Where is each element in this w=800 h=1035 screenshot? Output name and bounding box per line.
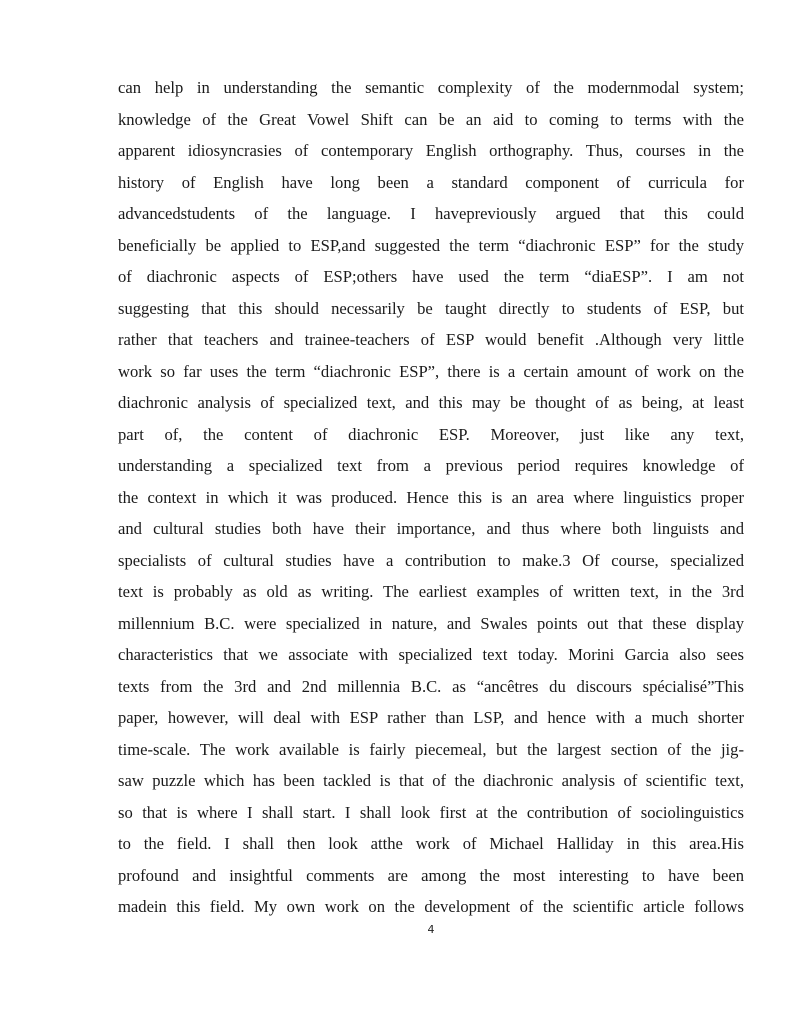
text-line: profound and insightful comments are among the most interesting to have been bbox=[118, 865, 744, 885]
text-line: beneficially be applied to ESP,and suggested the term “diachronic ESP” for the study bbox=[118, 235, 744, 255]
text-line: of diachronic aspects of ESP;others have used the term “diaESP”. I am not bbox=[118, 267, 744, 286]
text-line: knowledge of the Great Vowel Shift can be an aid to coming to terms with the bbox=[118, 109, 744, 129]
text-line: apparent idiosyncrasies of contemporary English orthography. Thus, courses in the bbox=[118, 141, 744, 160]
text-line: history of English have long been a standard component of curricula for bbox=[118, 172, 744, 192]
text-line: madein this field. My own work on the development of the scientific article follows bbox=[118, 897, 744, 916]
text-line: saw puzzle which has been tackled is that of the diachronic analysis of scientific text, bbox=[118, 771, 744, 790]
text-line: characteristics that we associate with specialized text today. Morini Garcia also sees bbox=[118, 645, 744, 664]
text-line: rather that teachers and trainee-teachers of ESP would benefit .Although very little bbox=[118, 330, 744, 349]
text-line: texts from the 3rd and 2nd millennia B.C. as “ancêtres du discours spécialisé”This bbox=[118, 676, 744, 696]
body-paragraph bbox=[118, 72, 744, 923]
text-line: advancedstudents of the language. I havepreviously argued that this could bbox=[118, 204, 744, 223]
text-line: suggesting that this should necessarily be taught directly to students of ESP, but bbox=[118, 298, 744, 318]
text-line: work so far uses the term “diachronic ESP”, there is a certain amount of work on the bbox=[118, 361, 744, 381]
text-line: the context in which it was produced. Hence this is an area where linguistics proper bbox=[118, 487, 744, 507]
text-line: diachronic analysis of specialized text, and this may be thought of as being, at least bbox=[118, 393, 744, 412]
text-line: understanding a specialized text from a previous period requires knowledge of bbox=[118, 456, 744, 475]
text-line: time-scale. The work available is fairly piecemeal, but the largest section of the jig- bbox=[118, 739, 744, 759]
text-line: to the field. I shall then look atthe work of Michael Halliday in this area.His bbox=[118, 834, 744, 853]
page-number: 4 bbox=[427, 923, 435, 936]
text-line: specialists of cultural studies have a contribution to make.3 Of course, specialized bbox=[118, 550, 744, 570]
text-line: so that is where I shall start. I shall look first at the contribution of sociolinguistics bbox=[118, 802, 744, 822]
text-line: text is probably as old as writing. The earliest examples of written text, in the 3rd bbox=[118, 582, 744, 601]
text-line: part of, the content of diachronic ESP. Moreover, just like any text, bbox=[118, 424, 744, 444]
text-line: millennium B.C. were specialized in nature, and Swales points out that these display bbox=[118, 613, 744, 633]
text-line: paper, however, will deal with ESP rather than LSP, and hence with a much shorter bbox=[118, 708, 744, 727]
text-line: and cultural studies both have their importance, and thus where both linguists and bbox=[118, 519, 744, 538]
text-line: can help in understanding the semantic complexity of the modernmodal system; bbox=[118, 78, 744, 97]
